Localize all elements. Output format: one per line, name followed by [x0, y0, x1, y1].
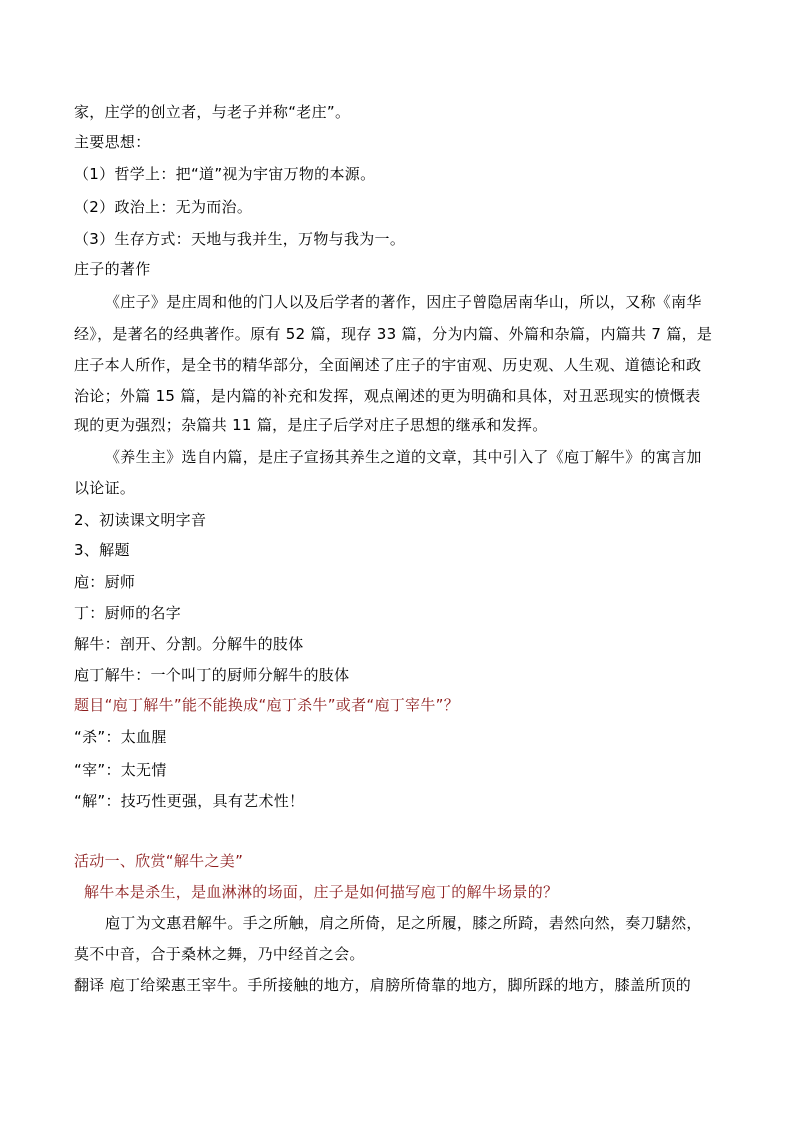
question-heading: 题目“庖丁解牛”能不能换成“庖丁杀牛”或者“庖丁宰牛”？ [74, 696, 460, 714]
definition-line: 丁：厨师的名字 [74, 604, 182, 622]
definition-line: 庖丁解牛：一个叫丁的厨师分解牛的肢体 [74, 666, 350, 684]
section-heading-main-ideas: 主要思想： [74, 133, 151, 151]
classical-text-line: 莫不中音，合于桑林之舞，乃中经首之会。 [74, 945, 365, 963]
answer-line: “杀”：太血腥 [74, 728, 167, 746]
list-item: （1）哲学上：把“道”视为宇宙万物的本源。 [74, 165, 376, 183]
paragraph-line: 经》，是著名的经典著作。原有 52 篇，现存 33 篇，分为内篇、外篇和杂篇，内篇共 7 篇，是 [74, 325, 713, 343]
section-heading: 3、解题 [74, 541, 130, 559]
answer-line: “解”：技巧性更强，具有艺术性！ [74, 792, 305, 810]
text-line: 家，庄学的创立者，与老子并称“老庄”。 [74, 103, 351, 121]
list-item: （2）政治上：无为而治。 [74, 198, 253, 216]
section-heading-works: 庄子的著作 [74, 260, 151, 278]
definition-line: 庖：厨师 [74, 573, 136, 591]
section-heading: 2、初读课文明字音 [74, 511, 207, 529]
question-line: 解牛本是杀生，是血淋淋的场面，庄子是如何描写庖丁的解牛场景的？ [84, 883, 559, 901]
paragraph-line: 《养生主》选自内篇，是庄子宣扬其养生之道的文章，其中引入了《庖丁解牛》的寓言加 [105, 448, 702, 466]
list-item: （3）生存方式：天地与我并生，万物与我为一。 [74, 230, 406, 248]
translation-line: 翻译 庖丁给梁惠王宰牛。手所接触的地方，肩膀所倚靠的地方，脚所踩的地方，膝盖所顶的 [74, 976, 692, 994]
answer-line: “宰”：太无情 [74, 761, 167, 779]
paragraph-line: 庄子本人所作，是全书的精华部分，全面阐述了庄子的宇宙观、历史观、人生观、道德论和政 [74, 356, 702, 374]
paragraph-line: 以论证。 [74, 479, 136, 497]
activity-heading: 活动一、欣赏“解牛之美” [74, 852, 244, 870]
paragraph-line: 现的更为强烈；杂篇共 11 篇，是庄子后学对庄子思想的继承和发挥。 [74, 416, 548, 434]
classical-text-line: 庖丁为文惠君解牛。手之所触，肩之所倚，足之所履，膝之所踦，砉然向然，奏刀騞然， [105, 914, 702, 932]
paragraph-line: 治论；外篇 15 篇，是内篇的补充和发挥，观点阐述的更为明确和具体，对丑恶现实的愤慨表 [74, 387, 701, 405]
paragraph-line: 《庄子》是庄周和他的门人以及后学者的著作，因庄子曾隐居南华山，所以，又称《南华 [105, 293, 702, 311]
definition-line: 解牛：剖开、分割。分解牛的肢体 [74, 635, 304, 653]
